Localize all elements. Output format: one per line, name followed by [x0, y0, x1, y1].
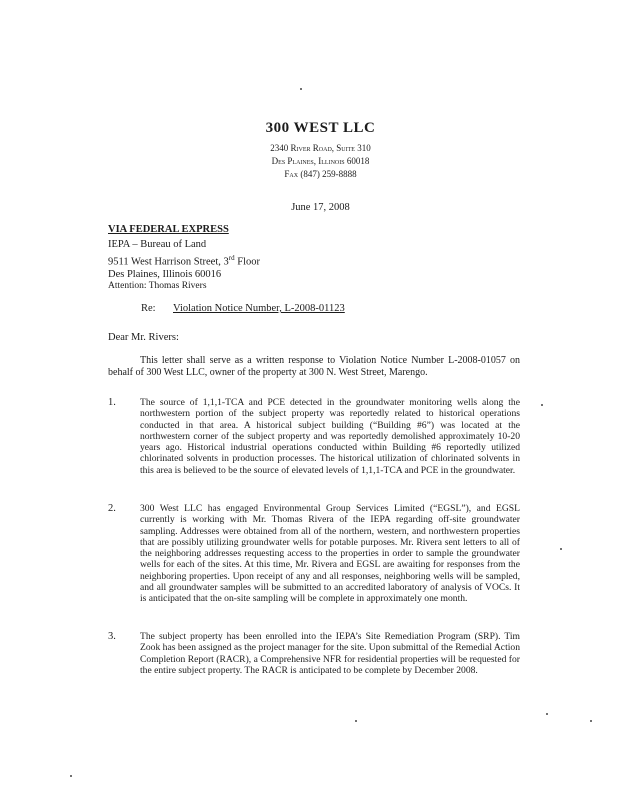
company-address-line1: 2340 River Road, Suite 310 — [270, 143, 371, 153]
scan-speck — [560, 548, 562, 550]
scan-speck — [300, 88, 302, 90]
item-number: 2. — [108, 503, 116, 514]
scan-speck — [355, 720, 357, 722]
company-address-line2: Des Plaines, Illinois 60018 — [271, 156, 370, 166]
salutation: Dear Mr. Rivers: — [108, 332, 179, 343]
item-number: 1. — [108, 397, 116, 408]
recipient-street: 9511 West Harrison Street, 3rd Floor — [108, 254, 260, 268]
intro-paragraph: This letter shall serve as a written response to Violation Notice Number L-2008-01057 on behalf of 300 West LLC, owner of the property at 300 N. West Street, Marengo. — [108, 355, 520, 378]
company-name: 300 WEST LLC — [265, 120, 376, 136]
re-label: Re: — [141, 303, 156, 314]
company-fax: Fax (847) 259-8888 — [284, 169, 357, 179]
recipient-line1: IEPA – Bureau of Land — [108, 239, 207, 250]
scan-speck — [541, 404, 543, 406]
scan-speck — [546, 713, 548, 715]
recipient-city: Des Plaines, Illinois 60016 — [108, 269, 222, 280]
item-paragraph: The source of 1,1,1-TCA and PCE detected in the groundwater monitoring wells along the northwestern portion of the subject property was reportedly related to historical operations conducted in that area. A historical subject building (“Building #6”) was located at the northwestern corner of the subject property and was reportedly demolished approximately 10-20 years ago. Historical industrial operations conducted within Building #6 reportedly utilized chlorinated solvents in production processes. The historical utilization of chlorinated solvents in this area is believed to be the source of elevated levels of 1,1,1-TCA and PCE in the groundwater. — [140, 397, 520, 476]
delivery-method: VIA FEDERAL EXPRESS — [108, 224, 229, 235]
letter-date: June 17, 2008 — [291, 202, 350, 213]
re-subject: Violation Notice Number, L-2008-01123 — [173, 303, 345, 314]
item-paragraph: 300 West LLC has engaged Environmental Group Services Limited (“EGSL”), and EGSL currently is working with Mr. Thomas Rivera of the IEPA regarding off-site groundwater sampling. Addresses were obtained from all of the northern, western, and northwestern properties that are possibly utilizing groundwater wells for potable purposes. Mr. Rivera sent letters to all of the neighboring addresses requesting access to the properties in order to sample the groundwater wells for each of the sites. At this time, Mr. Rivera and EGSL are awaiting for responses from the neighboring properties. Upon receipt of any and all responses, neighboring wells will be sampled, and all groundwater samples will be submitted to an accredited laboratory of analysis of VOCs. It is anticipated that the on-site sampling will be complete in approximately one month. — [140, 503, 520, 605]
scan-speck — [590, 720, 592, 722]
scan-speck — [70, 775, 72, 777]
recipient-attention: Attention: Thomas Rivers — [108, 281, 207, 291]
item-number: 3. — [108, 631, 116, 642]
item-paragraph: The subject property has been enrolled into the IEPA’s Site Remediation Program (SRP). Tim Zook has been assigned as the project manager for the site. Upon submittal of the Remedial Action Completion Report (RACR), a Comprehensive NFR for residential properties will be requested for the entire subject property. The RACR is anticipated to be complete by December 2008. — [140, 631, 520, 676]
